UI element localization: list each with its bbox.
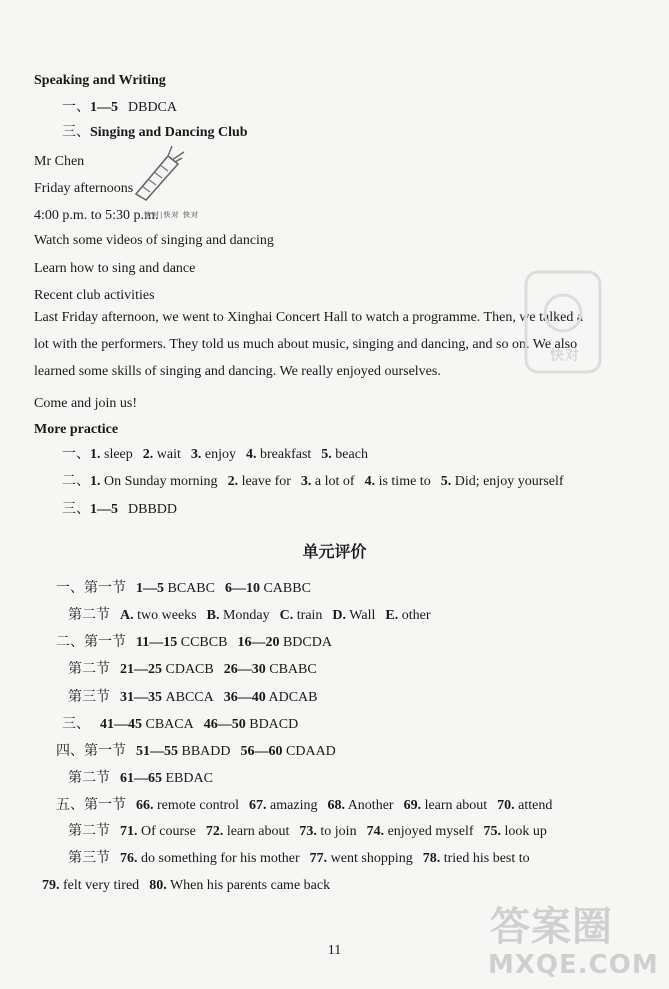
answer-row [68, 689, 317, 707]
answer-row [42, 877, 330, 895]
question-range: 1—5 [90, 502, 118, 517]
item-number: 72. [205, 824, 224, 839]
item-number: 61—65 [120, 771, 162, 786]
answer-text: felt very tired [63, 878, 140, 893]
pencil-stamp-icon [128, 142, 188, 202]
poster-line: Learn how to sing and dance [34, 261, 196, 276]
poster-line: Watch some videos of singing and dancing [34, 233, 274, 248]
section-heading-more-practice: More practice [34, 422, 119, 437]
answer-text: two weeks [137, 608, 197, 623]
answer-text: Another [347, 798, 394, 813]
answer-text: Wall [349, 608, 376, 623]
answer-text: train [296, 608, 323, 623]
answer-text: beach [335, 447, 368, 462]
answer-row [62, 473, 564, 491]
item-number: 71. [120, 824, 138, 839]
answer-text: CBACA [145, 717, 194, 732]
answer-text: EBDAC [165, 771, 213, 786]
item-number: 6—10 [224, 581, 260, 596]
answer-text: look up [504, 824, 547, 839]
answer-text: ABCCA [165, 690, 214, 705]
answer-text: tried his best to [443, 851, 530, 866]
answer-text: BBADD [181, 744, 231, 759]
item-number: 41—45 [100, 717, 142, 732]
item-number: A. [120, 608, 134, 623]
question-range: 1—5 [90, 100, 118, 115]
item-number: 1. [90, 447, 101, 462]
row-label: 四、第一节 [56, 744, 126, 759]
paragraph-line: learned some skills of singing and dancing. We really enjoyed ourselves. [34, 364, 441, 379]
item-number: 79. [42, 878, 60, 893]
answer-row [62, 716, 298, 734]
item-number: 3. [300, 474, 312, 489]
item-number: 21—25 [120, 662, 162, 677]
item-number: 2. [142, 447, 154, 462]
item-number: 3. [190, 447, 202, 462]
answer-text: ADCAB [268, 690, 318, 705]
answer-text: BDACD [249, 717, 299, 732]
answer-text: Of course [141, 824, 196, 839]
stamp-caption: 快对|快对 快对 [144, 211, 199, 219]
answer-text: BCABC [167, 581, 215, 596]
unit-evaluation-title: 单元评价 [302, 542, 367, 561]
row-label: 第二节 [68, 662, 110, 677]
answer-text: wait [156, 447, 181, 462]
item-number: 66. [136, 798, 154, 813]
poster-title: Singing and Dancing Club [90, 125, 248, 140]
row-label: 二、第一节 [56, 635, 126, 650]
page-number: 11 [327, 943, 342, 958]
answer-text: is time to [378, 474, 431, 489]
item-number: 68. [327, 798, 345, 813]
item-number: 11—15 [136, 635, 178, 650]
closing-line: Come and join us! [34, 396, 138, 411]
paragraph-line: Last Friday afternoon, we went to Xinghai Concert Hall to watch a programme. Then, we talked a [34, 310, 584, 325]
poster-line: Recent club activities [34, 288, 155, 303]
answer-text: attend [518, 798, 553, 813]
answer-text: to join [320, 824, 357, 839]
answer-text: DBBDD [128, 502, 178, 517]
poster-line: Mr Chen [34, 154, 85, 169]
item-number: 1—5 [136, 581, 164, 596]
answer-row [68, 607, 431, 625]
item-number: 56—60 [240, 744, 283, 759]
answer-row [56, 743, 336, 761]
item-number: 2. [227, 474, 239, 489]
item-number: 77. [309, 851, 328, 866]
answer-row [62, 124, 248, 142]
item-number: 80. [149, 878, 167, 893]
poster-line: 4:00 p.m. to 5:30 p.m. [34, 208, 159, 223]
item-number: 1. [90, 474, 101, 489]
answer-text: sleep [104, 447, 133, 462]
item-number: 4. [364, 474, 376, 489]
poster-line: Friday afternoons [34, 181, 134, 196]
answer-text: BDCDA [282, 635, 332, 650]
row-label: 三、 [62, 717, 90, 732]
row-label: 第二节 [68, 771, 110, 786]
answer-text: CDAAD [286, 744, 336, 759]
item-number: C. [279, 608, 294, 623]
answer-text: other [401, 608, 431, 623]
question-number: 一、 [62, 100, 90, 115]
item-number: 5. [321, 447, 332, 462]
answer-text: a lot of [314, 474, 355, 489]
answer-text: do something for his mother [141, 851, 300, 866]
answer-text: enjoyed myself [387, 824, 474, 839]
answer-text: CABBC [263, 581, 311, 596]
item-number: E. [385, 608, 399, 623]
item-number: 31—35 [120, 690, 162, 705]
answer-text: Did; enjoy yourself [454, 474, 564, 489]
answer-text: DBDCA [128, 100, 178, 115]
item-number: 78. [422, 851, 441, 866]
answer-text: CCBCB [180, 635, 228, 650]
answer-row [56, 634, 332, 652]
answer-text: When his parents came back [169, 878, 331, 893]
item-number: 76. [120, 851, 138, 866]
row-label: 第二节 [68, 608, 110, 623]
item-number: B. [206, 608, 220, 623]
item-number: D. [332, 608, 347, 623]
answer-row [56, 797, 552, 815]
item-number: 75. [483, 824, 501, 839]
answer-row [62, 446, 368, 464]
row-label: 第三节 [68, 851, 110, 866]
answer-row [62, 99, 177, 117]
item-number: 36—40 [223, 690, 266, 705]
answer-row [68, 770, 213, 788]
answer-text: remote control [157, 798, 240, 813]
item-number: 69. [403, 798, 422, 813]
item-number: 46—50 [203, 717, 246, 732]
answer-row [68, 661, 317, 679]
item-number: 73. [299, 824, 317, 839]
section-heading-speaking-writing: Speaking and Writing [34, 73, 166, 88]
watermark-logo-text: 答案圈 [490, 904, 613, 950]
answer-text: amazing [270, 798, 318, 813]
question-number: 三、 [62, 502, 90, 517]
question-number: 三、 [62, 125, 90, 140]
answer-text: CDACB [165, 662, 214, 677]
question-number: 二、 [62, 474, 90, 489]
row-label: 第三节 [68, 690, 110, 705]
answer-text: Monday [222, 608, 270, 623]
paragraph-line: lot with the performers. They told us much about music, singing and dancing, and so on. We also [34, 337, 578, 352]
item-number: 5. [440, 474, 452, 489]
item-number: 16—20 [237, 635, 280, 650]
answer-text: went shopping [330, 851, 413, 866]
answer-text: CBABC [269, 662, 317, 677]
answer-text: On Sunday morning [104, 474, 218, 489]
item-number: 4. [245, 447, 257, 462]
answer-text: learn about [424, 798, 488, 813]
item-number: 67. [249, 798, 267, 813]
item-number: 51—55 [136, 744, 178, 759]
question-number: 一、 [62, 447, 90, 462]
row-label: 第二节 [68, 824, 110, 839]
answer-text: breakfast [259, 447, 312, 462]
row-label: 五、第一节 [56, 798, 126, 813]
item-number: 26—30 [223, 662, 266, 677]
answer-text: enjoy [204, 447, 236, 462]
watermark-site: MXQE.COM [488, 950, 659, 980]
watermark-stamp-text: 快对 [550, 348, 580, 364]
answer-text: learn about [226, 824, 290, 839]
answer-row [68, 850, 530, 868]
item-number: 70. [497, 798, 515, 813]
answer-row [56, 580, 311, 598]
row-label: 一、第一节 [56, 581, 126, 596]
answer-row [62, 501, 177, 519]
item-number: 74. [366, 824, 385, 839]
answer-text: leave for [241, 474, 291, 489]
answer-row [68, 823, 547, 841]
